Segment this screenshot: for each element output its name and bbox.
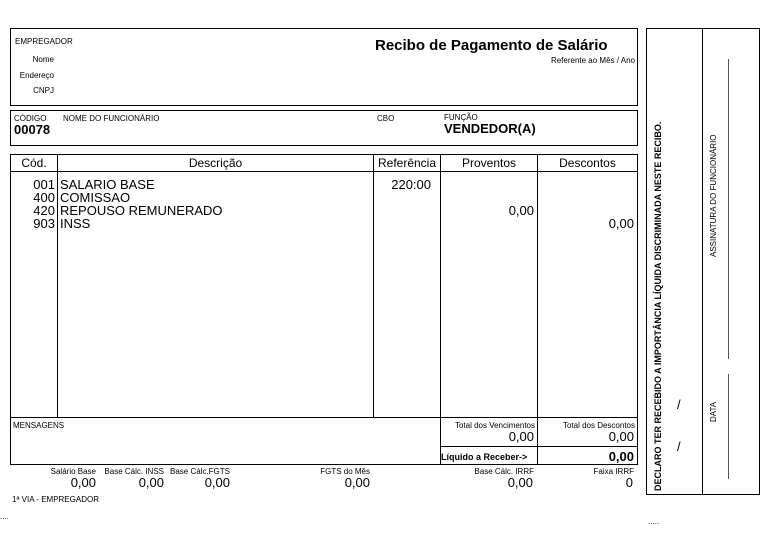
dots-left: .... <box>0 512 9 521</box>
empregador-label: EMPREGADOR <box>15 37 73 46</box>
via-label: 1ª VIA - EMPREGADOR <box>12 495 99 504</box>
faixa-irrf-value: 0 <box>625 475 633 490</box>
date-separator: / <box>677 439 681 454</box>
employee-box <box>10 110 638 146</box>
date-line <box>728 374 729 479</box>
col-header-descricao: Descrição <box>188 156 243 170</box>
row-cod: 001 <box>33 177 55 192</box>
row-descontos: 0,00 <box>608 216 634 231</box>
cnpj-label: CNPJ <box>33 86 54 95</box>
employee-function: VENDEDOR(A) <box>444 121 536 136</box>
signature-block <box>646 28 760 495</box>
row-referencia: 220:00 <box>391 177 431 192</box>
total-descontos-value: 0,00 <box>608 429 634 444</box>
row-descricao: INSS <box>60 216 91 231</box>
cbo-label: CBO <box>377 114 395 123</box>
row-proventos: 0,00 <box>508 203 534 218</box>
signature-line <box>728 59 729 359</box>
base-fgts-value: 0,00 <box>204 475 230 490</box>
page-title: Recibo de Pagamento de Salário <box>375 37 608 54</box>
dots-right: ..... <box>648 517 660 526</box>
table-row <box>11 217 637 230</box>
nome-label: Nome <box>32 55 54 64</box>
base-fgts-label: Base Cálc.FGTS <box>169 467 230 476</box>
table-row <box>11 204 637 217</box>
employee-code: 00078 <box>14 122 51 137</box>
assinatura-label: ASSINATURA DO FUNCIONÁRIO <box>709 134 718 257</box>
base-irrf-value: 0,00 <box>507 475 533 490</box>
totals-row-divider <box>440 446 637 447</box>
row-descricao: SALARIO BASE <box>60 177 155 192</box>
employee-name-label: NOME DO FUNCIONÁRIO <box>63 114 160 123</box>
row-cod: 420 <box>33 203 55 218</box>
base-inss-value: 0,00 <box>138 475 164 490</box>
mensagens-label: MENSAGENS <box>13 421 65 430</box>
table-header-divider <box>11 171 637 172</box>
liquido-value: 0,00 <box>608 449 634 464</box>
faixa-irrf-label: Faixa IRRF <box>593 467 634 476</box>
endereco-label: Endereço <box>19 71 54 80</box>
signature-divider <box>702 29 703 494</box>
salario-base-label: Salário Base <box>50 467 96 476</box>
fgts-mes-value: 0,00 <box>344 475 370 490</box>
col-header-descontos: Descontos <box>559 156 616 170</box>
date-separator: / <box>677 397 681 412</box>
row-descricao: REPOUSO REMUNERADO <box>60 203 223 218</box>
liquido-label: Líquido a Receber-> <box>441 452 528 462</box>
header-box <box>10 28 638 106</box>
row-cod: 903 <box>33 216 55 231</box>
data-label: DATA <box>709 401 718 422</box>
bases-row <box>10 467 638 493</box>
base-irrf-label: Base Cálc. IRRF <box>474 467 534 476</box>
base-inss-label: Base Cálc. INSS <box>104 467 164 476</box>
total-vencimentos-label: Total dos Vencimentos <box>454 421 535 430</box>
salario-base-value: 0,00 <box>70 475 96 490</box>
funcao-label: FUNÇÃO <box>444 113 478 122</box>
totals-box <box>10 417 638 465</box>
total-vencimentos-value: 0,00 <box>508 429 534 444</box>
codigo-label: CÓDIGO <box>14 114 47 123</box>
col-header-referencia: Referência <box>377 156 437 170</box>
row-cod: 400 <box>33 190 55 205</box>
items-table <box>10 154 638 418</box>
referente-label: Referente ao Mês / Ano <box>550 56 635 65</box>
col-header-proventos: Proventos <box>461 156 517 170</box>
declaration-text: DECLARO TER RECEBIDO A IMPORTÂNCIA LÍQUIDA DISCRIMINADA NESTE RECIBO. <box>653 121 663 491</box>
row-descricao: COMISSAO <box>60 190 131 205</box>
total-descontos-label: Total dos Descontos <box>562 421 635 430</box>
fgts-mes-label: FGTS do Mês <box>320 467 370 476</box>
col-header-cod: Cód. <box>21 156 47 170</box>
